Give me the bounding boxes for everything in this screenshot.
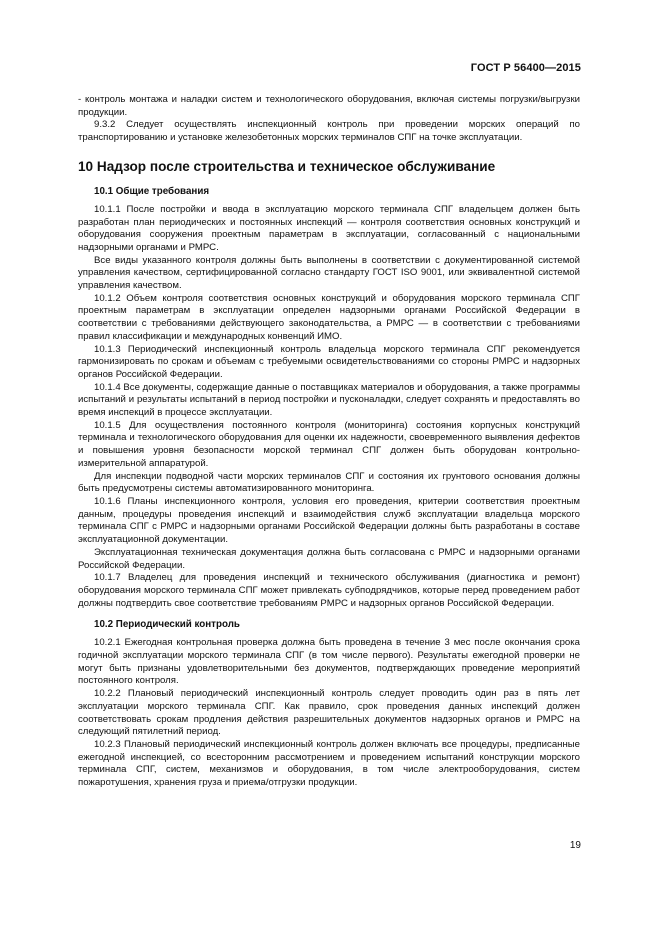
paragraph: Все виды указанного контроля должны быть выполнены в соответствии с документированной системой управления качеством, сертифицированной согласно стандарту ГОСТ ISO 9001, или эквивалентной системой управления качеством.	[78, 254, 580, 292]
page-number: 19	[569, 840, 581, 851]
paragraph: 10.1.5 Для осуществления постоянного контроля (мониторинга) состояния корпусных конструкций терминала и технологического оборудования для оценки их надежности, своевременного выявления дефектов и повышения уровня безопасности морской терминал СПГ должен быть оборудован контрольно-измерительной аппаратурой.	[78, 419, 580, 469]
paragraph: 9.3.2 Следует осуществлять инспекционный контроль при проведении морских операций по транспортированию и установке железобетонных морских терминалов СПГ на точке эксплуатации.	[78, 119, 580, 144]
paragraph: 10.1.6 Планы инспекционного контроля, условия его проведения, критерии соответствия проектным данным, процедуры проведения инспекций и взаимодействия служб эксплуатации владельца морского терминала СПГ с РМРС и надзорными органами Российской Федерации должны быть разработаны в составе эксплуатационной документации.	[78, 495, 580, 546]
paragraph: 10.1.4 Все документы, содержащие данные о поставщиках материалов и оборудования, а также программы испытаний и результаты испытаний в период постройки и пусконаладки, следует сохранять и предоставлять во время инспекций в процессе эксплуатации.	[78, 381, 580, 419]
paragraph: 10.1.3 Периодический инспекционный контроль владельца морского терминала СПГ рекомендуется гармонизировать по срокам и объемам с требуемыми освидетельствованиями со стороны РМРС и надзорных органов Российской Федерации.	[78, 343, 580, 380]
paragraph: Эксплуатационная техническая документация должна быть согласована с РМРС и надзорными органами Российской Федерации.	[78, 546, 580, 571]
subsection-title: 10.2 Периодический контроль	[94, 619, 240, 631]
paragraph: 10.2.2 Плановый периодический инспекционный контроль следует проводить один раз в пять лет эксплуатации морского терминала СПГ. Как правило, срок проведения данных инспекций должен соответствовать срокам продления действия разрешительных документов надзорных органов и РМРС на следующий пятилетний период.	[78, 688, 580, 738]
section-title: 10 Надзор после строительства и техническое обслуживание	[78, 158, 496, 174]
paragraph: - контроль монтажа и наладки систем и технологического оборудования, включая системы погрузки/выгрузки продукции.	[78, 94, 580, 118]
document-header: ГОСТ Р 56400—2015	[470, 62, 581, 74]
paragraph: 10.1.2 Объем контроля соответствия основных конструкций и оборудования морского терминала СПГ проектным параметрам в эксплуатации определен надзорными органами Российской Федерации в соответствии с требованиями действующего законодательства, а РМРС — в соответствии с требованиями правил классификации и международных конвенций ИМО.	[78, 292, 580, 342]
paragraph: 10.1.7 Владелец для проведения инспекций и технического обслуживания (диагностика и ремонт) оборудования морского терминала СПГ может привлекать субподрядчиков, которые перед проведением работ должны подтвердить свое соответствие требованиям РМРС и надзорных органов Российской Федерации.	[78, 572, 580, 609]
subsection-title: 10.1 Общие требования	[94, 185, 210, 197]
paragraph: 10.2.1 Ежегодная контрольная проверка должна быть проведена в течение 3 мес после окончания срока годичной эксплуатации морского терминала СПГ (в том числе первого). Результаты ежегодной проверки не могут быть признаны удовлетворительными без документов, подтверждающих проведение мероприятий постоянного контроля.	[78, 637, 580, 687]
document-body	[78, 94, 580, 790]
paragraph: 10.1.1 После постройки и ввода в эксплуатацию морского терминала СПГ владельцем должен быть разработан план периодических и постоянных инспекций — контроля соответствия основных конструкций и оборудования сооружения проектным параметрам в эксплуатации, согласованный с национальными надзорными органами и РМРС.	[78, 203, 580, 253]
paragraph: 10.2.3 Плановый периодический инспекционный контроль должен включать все процедуры, предписанные ежегодной инспекцией, со всесторонним рассмотрением и проведением испытаний конструкции морского терминала СПГ, систем, механизмов и оборудования, в том числе электрооборудования, систем пожаротушения, хранения груза и приема/отгрузки продукции.	[78, 738, 580, 789]
paragraph: Для инспекции подводной части морских терминалов СПГ и состояния их грунтового основания должны быть предусмотрены системы автоматизированного мониторинга.	[78, 470, 580, 495]
